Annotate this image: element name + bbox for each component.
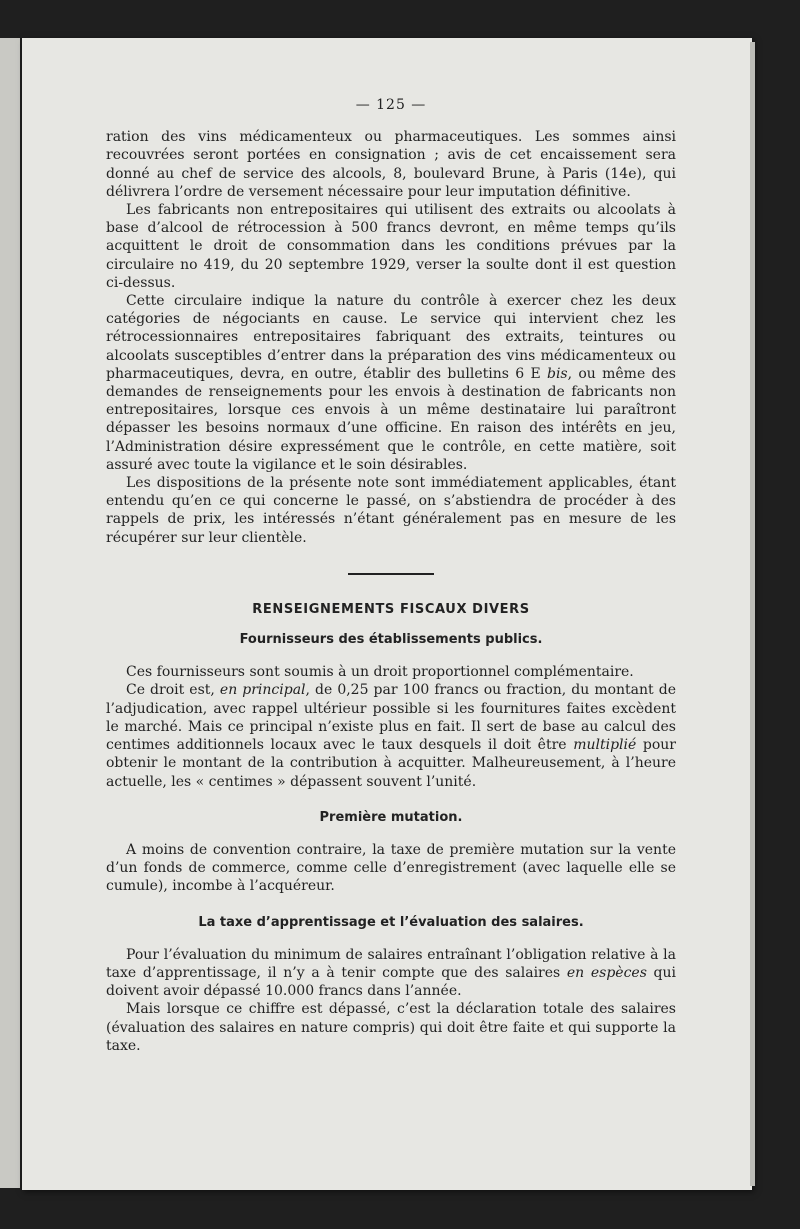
page-content (106, 96, 676, 1055)
intro-paragraph-3-text-a: Cette circulaire indique la nature du contrôle à exercer chez les deux catégories de négociants en cause. Le service qui intervient chez les rétrocessionnaires entrepositaires fabriquant des extraits, teintures ou alcoolats susceptibles d’entrer dans la préparation des vins médicamenteux ou pharmaceutiques, devra, en outre, établir des bulletins 6 E (106, 293, 676, 382)
apprenticeship-paragraph-1-emphasis: en espèces (566, 964, 647, 981)
subsection-heading-first-mutation: Première mutation. (319, 809, 463, 825)
intro-paragraph-3 (106, 292, 676, 474)
subsection-heading-apprenticeship-tax: La taxe d’apprentissage et l’évaluation des salaires. (198, 914, 584, 930)
suppliers-paragraph-1: Ces fournisseurs sont soumis à un droit proportionnel complémentaire. (126, 664, 634, 681)
intro-paragraph-3-emphasis: bis (546, 365, 568, 382)
apprenticeship-paragraph-1-text-b: qui doivent avoir dépassé 10.000 francs dans l’année. (106, 964, 677, 1000)
intro-paragraph-3-text-b: , ou même des demandes de renseignements pour les envois à destination de fabricants non entrepositaires, lorsque ces envois à un même destinataire lui paraîtront dépasser les besoins normaux d’une officine. En raison des intérêts en jeu, l’Administration désire expressément que le contrôle, en cette matière, soit assuré avec toute la vigilance et le soin désirables. (106, 365, 676, 473)
suppliers-paragraph-2-text-a: Ce droit est, (126, 682, 220, 699)
page-right-edge (750, 42, 755, 1186)
apprenticeship-paragraph-1-text-a: Pour l’évaluation du minimum de salaires entraînant l’obligation relative à la taxe d’apprentissage, il n’y a à tenir compte que des salaires (106, 946, 676, 981)
intro-paragraph-2: Les fabricants non entrepositaires qui utilisent des extraits ou alcoolats à base d’alcool de rétrocession à 500 francs devront, en même temps qu’ils acquittent le droit de consommation dans les conditions prévues par la circulaire no 419, du 20 septembre 1929, verser la soulte dont il est question ci-dessus. (106, 202, 676, 291)
suppliers-paragraph-2-emphasis-2: multiplié (573, 737, 637, 754)
intro-paragraph-4: Les dispositions de la présente note sont immédiatement applicables, étant entendu qu’en ce qui concerne le passé, on s’abstiendra de procéder à des rappels de prix, les intéressés n’étant généralement pas en mesure de les récupérer sur leur clientèle. (106, 475, 676, 546)
suppliers-paragraph-2-text-b: , de 0,25 par 100 francs ou fraction, du montant de l’adjudication, avec rappel ultérieur possible si les fournitures faites excèdent le marché. Mais ce principal n’existe plus en fait. Il sert de base au calcul des centimes additionnels locaux avec le taux desquels il doit être (106, 682, 676, 754)
intro-paragraph-1: ration des vins médicamenteux ou pharmaceutiques. Les sommes ainsi recouvrées seront portées en consignation ; avis de cet encaissement sera donné au chef de service des alcools, 8, boulevard Brune, à Paris (14e), qui délivrera l’ordre de versement nécessaire pour leur imputation définitive. (106, 129, 676, 200)
book-page (22, 38, 752, 1190)
page-number: — 125 — (355, 97, 427, 113)
suppliers-paragraph-2 (106, 681, 676, 790)
section-title: RENSEIGNEMENTS FISCAUX DIVERS (252, 601, 530, 617)
first-mutation-paragraph: A moins de convention contraire, la taxe de première mutation sur la vente d’un fonds de commerce, comme celle d’enregistrement (avec laquelle elle se cumule), incombe à l’acquéreur. (106, 841, 676, 895)
suppliers-paragraph-2-emphasis-1: en principal (219, 682, 306, 699)
apprenticeship-paragraph-2: Mais lorsque ce chiffre est dépassé, c’est la déclaration totale des salaires (évaluation des salaires en nature compris) qui doit être faite et qui supporte la taxe. (106, 1001, 676, 1054)
subsection-heading-suppliers: Fournisseurs des établissements publics. (239, 632, 543, 648)
suppliers-paragraph-2-text-c: pour obtenir le montant de la contribution à acquitter. Malheureusement, à l’heure actuelle, les « centimes » dépassent souvent l’unité. (106, 737, 677, 790)
previous-page-edge (0, 38, 20, 1188)
section-divider (348, 573, 434, 575)
apprenticeship-paragraph-1 (106, 946, 676, 1001)
